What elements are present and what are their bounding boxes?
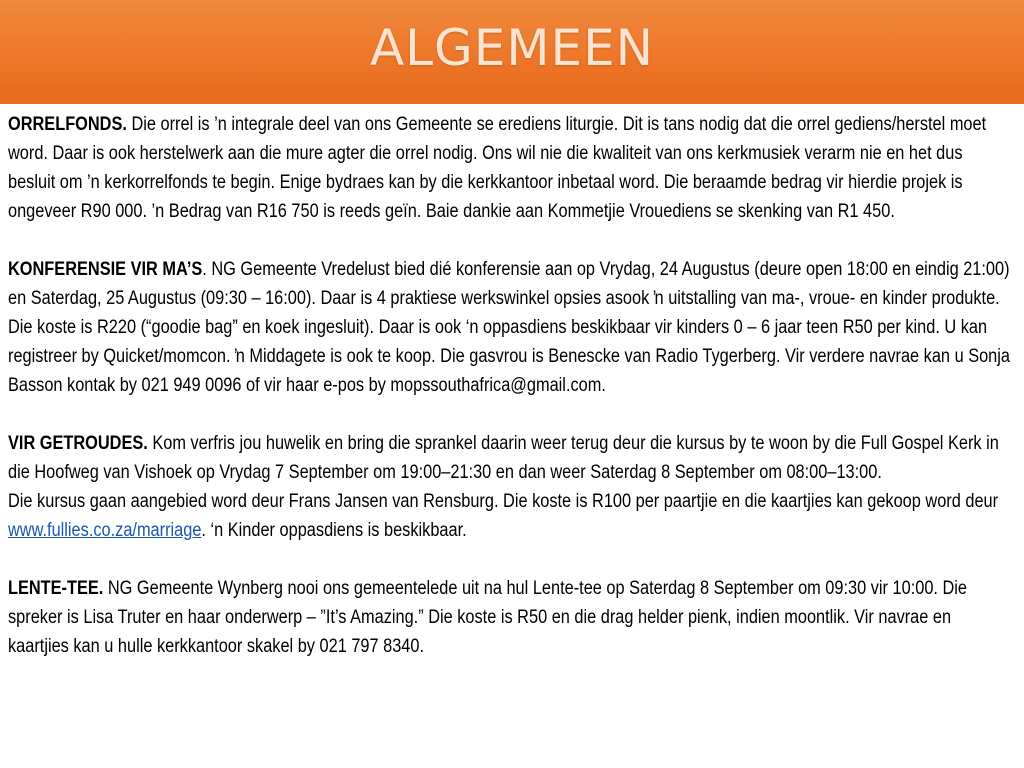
marriage-course-link[interactable]: www.fullies.co.za/marriage <box>8 520 202 541</box>
page-title: ALGEMEEN <box>369 19 655 77</box>
notice-getroudes <box>8 429 1014 545</box>
notice-text-getroudes: Kom verfris jou huwelik en bring die sprankel daarin weer terug deur die kursus by te woon by die Full Gospel Kerk in die Hoofweg van Vishoek op Vrydag 7 September om 19:00–21:30 en dan weer Saterdag 8 September om 08:00–13:00. <box>8 433 999 483</box>
notice-text-getroudes-2: Die kursus gaan aangebied word deur Frans Jansen van Rensburg. Die koste is R100 per paartjie en die kaartjies kan gekoop word deur <box>8 491 999 512</box>
notice-heading-konferensie: KONFERENSIE VIR MA’S <box>8 259 203 280</box>
notice-body <box>8 110 1014 661</box>
notice-text-orrelfonds: Die orrel is ’n integrale deel van ons Gemeente se erediens liturgie. Dit is tans nodig dat die orrel gediens/herstel moet word. Daar is ook herstelwerk aan die mure agter die orrel nodig. Ons wil nie die kwaliteit van ons kerkmusiek verarm nie en het dus besluit om ’n kerkorrelfonds te begin. Enige bydraes kan by die kerkkantoor inbetaal word. Die beraamde bedrag vir hierdie projek is ongeveer R90 000. ’n Bedrag van R16 750 is reeds geïn. Baie dankie aan Kommetjie Vrouediens se skenking van R1 450. <box>8 114 987 222</box>
notice-lentetee <box>8 574 1014 661</box>
notice-heading-lentetee: LENTE-TEE. <box>8 578 104 599</box>
notice-text-konferensie: . NG Gemeente Vredelust bied dié konferensie aan op Vrydag, 24 Augustus (deure open 18:00 en eindig 21:00) en Saterdag, 25 Augustus (09:30 – 16:00). Daar is 4 praktiese werkswinkel opsies asook ŉ uitstalling van ma-, vroue- en kinder produkte. Die koste is R220 (“goodie bag” en koek ingesluit). Daar is ook ‘n oppasdiens beskikbaar vir kinders 0 – 6 jaar teen R50 per kind. U kan registreer by Quicket/momcon. ŉ Middagete is ook te koop. Die gasvrou is Benescke van Radio Tygerberg. Vir verdere navrae kan u Sonja Basson kontak by 021 949 0096 of vir haar e-pos by mopssouthafrica@gmail.com. <box>8 259 1010 396</box>
notice-konferensie <box>8 255 1014 400</box>
notice-heading-orrelfonds: ORRELFONDS. <box>8 114 127 135</box>
notice-heading-getroudes: VIR GETROUDES. <box>8 433 148 454</box>
title-banner <box>0 0 1024 104</box>
notice-text-lentetee: NG Gemeente Wynberg nooi ons gemeentelede uit na hul Lente-tee op Saterdag 8 September om 09:30 vir 10:00. Die spreker is Lisa Truter en haar onderwerp – ”It’s Amazing.” Die koste is R50 en die drag helder pienk, indien moontlik. Vir navrae en kaartjies kan u hulle kerkkantoor skakel by 021 797 8340. <box>8 578 968 657</box>
notice-text-getroudes-3: . ‘n Kinder oppasdiens is beskikbaar. <box>201 520 467 541</box>
notice-orrelfonds <box>8 110 1014 226</box>
